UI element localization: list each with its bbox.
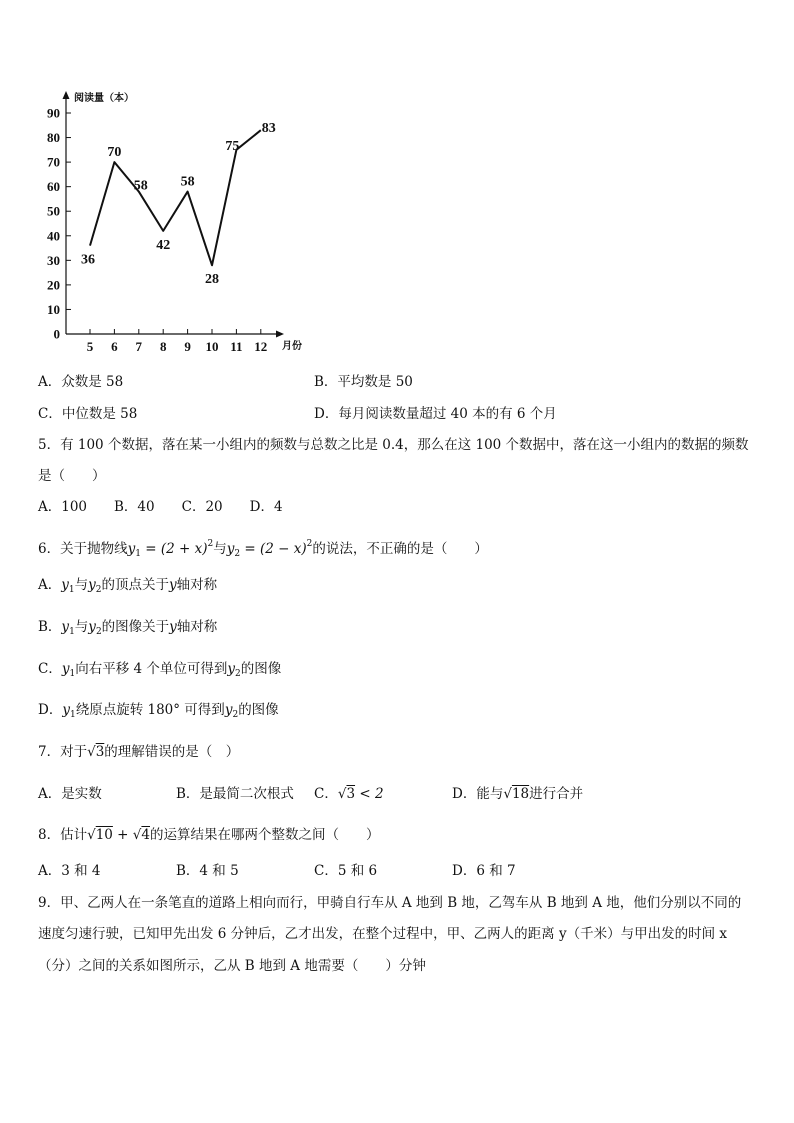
option-letter: B． <box>38 619 62 635</box>
y-tick-label: 80 <box>47 130 60 146</box>
subscript-1: 1 <box>69 669 76 679</box>
x-tick-label: 12 <box>254 339 268 354</box>
q8-option-a: A．3 和 4 <box>38 863 101 879</box>
radical-sign: √ <box>503 786 512 802</box>
q7-stem <box>38 743 239 761</box>
option-letter: D． <box>38 702 63 718</box>
q9-stem-line1: 9．甲、乙两人在一条笔直的道路上相向而行，甲骑自行车从 A 地到 B 地，乙驾车从 B 地到 A 地，他们分别以不同的 <box>38 895 742 911</box>
q9-stem-line2: 速度匀速行驶，已知甲先出发 6 分钟后，乙才出发，在整个过程中，甲、乙两人的距离 y（千米）与甲出发的时间 x <box>38 926 727 942</box>
data-label: 42 <box>156 237 171 253</box>
y1-symbol: y <box>61 661 70 677</box>
radicand: 18 <box>511 786 530 802</box>
y-tick-labels <box>47 106 60 342</box>
q7-option-b: B．是最简二次根式 <box>176 786 294 802</box>
superscript-2b: 2 <box>306 539 313 549</box>
subscript-1: 1 <box>69 627 75 637</box>
y1-symbol: y <box>127 541 136 557</box>
subscript-2: 2 <box>235 669 241 679</box>
data-label: 36 <box>81 252 95 268</box>
x-tick-label: 7 <box>135 339 143 354</box>
q6-option-b <box>38 618 217 641</box>
q5-stem-line1: 5．有 100 个数据，落在某一小组内的频数与总数之比是 0.4，那么在这 100 个数据中，落在这一小组内的数据的频数 <box>38 437 749 453</box>
y2-symbol: y <box>88 577 96 593</box>
data-label: 75 <box>225 138 240 154</box>
radicand: 3 <box>346 786 356 802</box>
subscript-2: 2 <box>95 585 102 595</box>
y-tick-label: 40 <box>47 228 60 244</box>
radical-sign: √ <box>87 827 96 843</box>
superscript-2: 2 <box>207 539 214 549</box>
q8-stem <box>38 826 380 844</box>
data-label: 28 <box>205 272 219 288</box>
equation-1: = (2 + x) <box>140 541 208 557</box>
q6-prefix: 6．关于抛物线 <box>38 541 128 557</box>
text: D．能与 <box>452 786 504 802</box>
radical-sign: √ <box>337 786 347 802</box>
text: 8．估计 <box>38 827 88 843</box>
x-tick-label: 10 <box>205 339 219 354</box>
text: 轴对称 <box>176 577 218 593</box>
option-letter: C． <box>38 661 62 677</box>
radical-sign: √ <box>87 744 96 760</box>
reading-line-chart <box>30 85 330 360</box>
q5-stem-line2: 是（ ） <box>38 468 106 484</box>
text: 的图像 <box>238 702 279 718</box>
y1-symbol: y <box>61 619 70 635</box>
y-tick-label: 20 <box>47 277 60 293</box>
x-tick-label: 5 <box>86 339 94 354</box>
x-tick-labels <box>87 339 268 354</box>
q4-option-a: A．众数是 58 <box>38 374 124 390</box>
x-tick-label: 11 <box>230 339 243 354</box>
y2-symbol: y <box>227 661 236 677</box>
text: 的运算结果在哪两个整数之间（ ） <box>150 827 380 843</box>
x-tick-label: 8 <box>159 339 167 354</box>
y-tick-label: 30 <box>47 252 60 268</box>
q6-stem <box>38 535 488 563</box>
subscript-2: 2 <box>234 549 241 559</box>
q4-option-b: B．平均数是 50 <box>314 374 413 390</box>
y2-symbol: y <box>226 541 235 557</box>
q6-suffix: 的说法，不正确的是（ ） <box>312 541 488 557</box>
q6-option-a <box>38 576 217 599</box>
option-letter: C． <box>314 786 338 802</box>
text: 轴对称 <box>176 619 218 635</box>
y2-symbol: y <box>88 619 96 635</box>
data-labels <box>81 121 276 287</box>
y-tick-label: 70 <box>47 154 60 170</box>
subscript-1: 1 <box>69 710 76 720</box>
q6-option-d <box>38 701 279 724</box>
text: 的图像关于 <box>101 619 170 635</box>
y1-symbol: y <box>62 702 70 718</box>
radicand: 3 <box>95 744 105 760</box>
text: 7．对于 <box>38 744 88 760</box>
subscript-1: 1 <box>68 585 75 595</box>
q9-stem-line3: （分）之间的关系如图所示，乙从 B 地到 A 地需要（ ）分钟 <box>38 958 426 974</box>
data-label: 70 <box>107 145 122 161</box>
q7-option-a: A．是实数 <box>38 786 102 802</box>
text: 与 <box>74 619 89 635</box>
x-tick-label: 9 <box>184 339 191 354</box>
y-tick-label: 60 <box>47 179 60 195</box>
y-tick-label: 50 <box>47 203 60 219</box>
radical-sign: √ <box>132 827 142 843</box>
y-tick-label: 90 <box>47 105 60 121</box>
plus-sign: + <box>112 827 133 843</box>
x-tick-label: 6 <box>111 339 118 354</box>
subscript-2: 2 <box>232 710 239 720</box>
text: 与 <box>74 577 89 593</box>
q8-option-c: C．5 和 6 <box>314 863 378 879</box>
y-tick-label: 0 <box>53 326 60 342</box>
q7-option-d <box>452 785 583 803</box>
data-label: 58 <box>180 174 195 190</box>
data-label: 58 <box>133 178 148 194</box>
q4-option-d: D．每月阅读数量超过 40 本的有 6 个月 <box>314 406 557 422</box>
equation-2: = (2 − x) <box>240 541 307 557</box>
y-axis-title: 阅读量（本） <box>74 93 134 104</box>
text: 的理解错误的是（ ） <box>104 744 240 760</box>
text: 绕原点旋转 180° 可得到 <box>75 702 225 718</box>
q6-option-c <box>38 660 281 683</box>
q4-option-c: C．中位数是 58 <box>38 406 138 422</box>
y-axis-arrow <box>63 91 70 99</box>
y-tick-label: 10 <box>47 301 60 317</box>
text: 的图像 <box>240 661 282 677</box>
q6-mid: 与 <box>213 541 227 557</box>
q5-options: A．100 B．40 C．20 D．4 <box>38 499 283 515</box>
x-axis-arrow <box>276 331 284 338</box>
q8-option-b: B．4 和 5 <box>176 863 239 879</box>
y-axis-symbol: y <box>169 619 177 635</box>
y1-symbol: y <box>61 577 69 593</box>
q8-option-d: D．6 和 7 <box>452 863 516 879</box>
x-axis-title: 月份 <box>282 341 302 352</box>
y-axis-symbol: y <box>169 577 177 593</box>
q7-option-c <box>314 785 384 803</box>
text: 向右平移 4 个单位可得到 <box>75 661 228 677</box>
subscript-1: 1 <box>135 549 141 559</box>
subscript-2: 2 <box>95 627 102 637</box>
data-label: 83 <box>261 121 276 137</box>
inequality: < 2 <box>355 786 384 802</box>
text: 的顶点关于 <box>101 577 169 593</box>
option-letter: A． <box>38 577 62 593</box>
text: 进行合并 <box>529 786 584 802</box>
radicand: 10 <box>95 827 113 843</box>
y2-symbol: y <box>224 702 233 718</box>
radicand: 4 <box>141 827 150 843</box>
